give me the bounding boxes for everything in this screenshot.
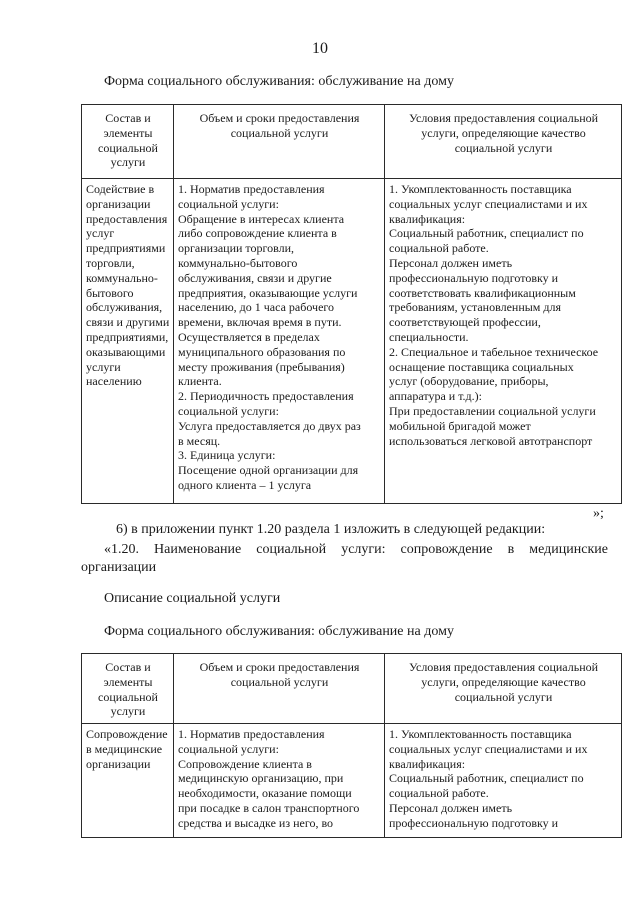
cell-text-line: социальной услуги xyxy=(454,689,553,704)
cell-text-line: социальной услуги: xyxy=(178,196,279,211)
services-table-2 xyxy=(81,653,622,838)
cell-text-line: медицинскую организацию, при xyxy=(178,771,344,786)
cell-text-line: одного клиента – 1 услуга xyxy=(178,477,312,492)
volume-terms-cell xyxy=(174,724,385,838)
cell-text-line: либо сопровождение клиента в xyxy=(178,226,337,241)
cell-text-line: Персонал должен иметь xyxy=(389,255,513,270)
cell-text-line: требованиям, установленным для xyxy=(389,300,562,315)
cell-text-line: месту проживания (пребывания) xyxy=(178,359,345,374)
cell-text-line: оказывающими xyxy=(86,344,166,359)
cell-text-line: услуги, определяющие качество xyxy=(421,125,586,140)
description-heading: Описание социальной услуги xyxy=(104,591,281,606)
cell-text-line: услуг xyxy=(86,226,115,241)
item-paragraph-line-2: организации xyxy=(81,560,157,575)
cell-text-line: предприятиями, xyxy=(86,329,169,344)
cell-text-line: социальной услуги: xyxy=(178,741,279,756)
header-cell-composition xyxy=(82,105,174,179)
service-name-cell xyxy=(82,724,174,838)
cell-text-line: квалификация: xyxy=(389,211,466,226)
cell-text-line: аппаратура и т.д.): xyxy=(389,389,482,404)
cell-text-line: Социальный работник, специалист по xyxy=(389,771,584,786)
cell-text-line: Осуществляется в пределах xyxy=(178,329,320,344)
quality-conditions-cell xyxy=(385,724,622,838)
cell-text-line: Сопровождение xyxy=(86,727,168,741)
cell-text-line: Услуга предоставляется до двух раз xyxy=(178,418,361,433)
cell-text-line: 1. Норматив предоставления xyxy=(178,727,325,741)
cell-text-line: Содействие в xyxy=(86,182,155,196)
cell-text-line: социальной xyxy=(98,689,158,704)
cell-text-line: социальной работе. xyxy=(389,786,489,801)
cell-text-line: времени, включая время в пути. xyxy=(178,315,342,330)
cell-text-line: 1. Укомплектованность поставщика xyxy=(389,727,572,741)
table-header-row xyxy=(82,654,622,724)
cell-text-line: связи и другими xyxy=(86,315,170,330)
cell-text-line: мобильной бригадой может xyxy=(389,418,531,433)
cell-text-line: необходимости, оказание помощи xyxy=(178,786,352,801)
services-table-1 xyxy=(81,104,622,504)
cell-text-line: торговли, xyxy=(86,255,135,270)
cell-text-line: оснащение поставщика социальных xyxy=(389,359,574,374)
cell-text-line: бытового xyxy=(86,285,134,300)
cell-text-line: социальной услуги xyxy=(230,674,329,689)
table-header-row xyxy=(82,105,622,179)
cell-text-line: Состав и xyxy=(105,111,151,125)
cell-text-line: муниципального образования по xyxy=(178,344,346,359)
cell-text-line: Состав и xyxy=(105,660,151,674)
cell-text-line: предприятия, оказывающие услуги xyxy=(178,285,358,300)
header-cell-conditions xyxy=(385,654,622,724)
quote-end: »; xyxy=(593,506,604,521)
cell-text-line: социальной работе. xyxy=(389,241,489,256)
cell-text-line: использоваться легковой автотранспорт xyxy=(389,433,593,448)
header-cell-volume xyxy=(174,105,385,179)
cell-text-line: социальной услуги xyxy=(454,140,553,155)
cell-text-line: услуги xyxy=(110,155,146,170)
cell-text-line: населению xyxy=(86,374,142,389)
table-row xyxy=(82,724,622,838)
cell-text-line: 1. Норматив предоставления xyxy=(178,182,325,196)
form-heading: Форма социального обслуживания: обслуживание на дому xyxy=(104,624,454,639)
cell-text-line: обслуживания, связи и другие xyxy=(178,270,332,285)
cell-text-line: соответствовать квалификационным xyxy=(389,285,576,300)
cell-text-line: социальной xyxy=(98,140,158,155)
header-cell-volume xyxy=(174,654,385,724)
cell-text-line: элементы xyxy=(103,125,153,140)
cell-text-line: 1. Укомплектованность поставщика xyxy=(389,182,572,196)
cell-text-line: услуги, определяющие качество xyxy=(421,674,586,689)
cell-text-line: средства и высадке из него, во xyxy=(178,815,334,830)
cell-text-line: предоставления xyxy=(86,211,168,226)
cell-text-line: услуги xyxy=(110,704,146,719)
cell-text-line: обслуживания, xyxy=(86,300,163,315)
cell-text-line: Персонал должен иметь xyxy=(389,800,513,815)
item-paragraph-line-1: «1.20. Наименование социальной услуги: сопровождение в медицинские xyxy=(104,542,608,557)
cell-text-line: Условия предоставления социальной xyxy=(408,660,599,674)
cell-text-line: соответствующей профессии, xyxy=(389,315,541,330)
cell-text-line: социальных услуг специалистами и их xyxy=(389,741,588,756)
cell-text-line: Обращение в интересах клиента xyxy=(178,211,345,226)
cell-text-line: коммунально- xyxy=(86,270,158,285)
cell-text-line: Сопровождение клиента в xyxy=(178,756,312,771)
cell-text-line: в медицинские xyxy=(86,741,163,756)
header-cell-conditions xyxy=(385,105,622,179)
cell-text-line: коммунально-бытового xyxy=(178,255,298,270)
cell-text-line: квалификация: xyxy=(389,756,466,771)
cell-text-line: организации xyxy=(86,756,151,771)
table-row xyxy=(82,179,622,504)
cell-text-line: в месяц. xyxy=(178,433,221,448)
cell-text-line: услуг (оборудование, приборы, xyxy=(389,374,549,389)
cell-text-line: специальности. xyxy=(389,329,469,344)
quality-conditions-cell xyxy=(385,179,622,504)
page-number: 10 xyxy=(312,40,328,57)
cell-text-line: профессиональную подготовку и xyxy=(389,815,559,830)
cell-text-line: Условия предоставления социальной xyxy=(408,111,599,125)
cell-text-line: организации торговли, xyxy=(178,241,295,256)
cell-text-line: социальных услуг специалистами и их xyxy=(389,196,588,211)
cell-text-line: Посещение одной организации для xyxy=(178,463,359,478)
cell-text-line: социальной услуги: xyxy=(178,403,279,418)
volume-terms-cell xyxy=(174,179,385,504)
cell-text-line: При предоставлении социальной услуги xyxy=(389,403,596,418)
instruction-paragraph: 6) в приложении пункт 1.20 раздела 1 изложить в следующей редакции: xyxy=(116,522,546,537)
cell-text-line: социальной услуги xyxy=(230,125,329,140)
cell-text-line: Социальный работник, специалист по xyxy=(389,226,584,241)
cell-text-line: организации xyxy=(86,196,151,211)
cell-text-line: 2. Периодичность предоставления xyxy=(178,389,354,404)
header-cell-composition xyxy=(82,654,174,724)
form-heading: Форма социального обслуживания: обслуживание на дому xyxy=(104,74,454,89)
cell-text-line: Объем и сроки предоставления xyxy=(199,111,360,125)
cell-text-line: элементы xyxy=(103,674,153,689)
cell-text-line: 3. Единица услуги: xyxy=(178,448,276,463)
cell-text-line: Объем и сроки предоставления xyxy=(199,660,360,674)
cell-text-line: при посадке в салон транспортного xyxy=(178,800,360,815)
cell-text-line: клиента. xyxy=(178,374,222,389)
cell-text-line: услуги xyxy=(86,359,121,374)
cell-text-line: профессиональную подготовку и xyxy=(389,270,559,285)
cell-text-line: предприятиями xyxy=(86,241,166,256)
cell-text-line: 2. Специальное и табельное техническое xyxy=(389,344,599,359)
cell-text-line: населению, до 1 часа рабочего xyxy=(178,300,335,315)
service-name-cell xyxy=(82,179,174,504)
